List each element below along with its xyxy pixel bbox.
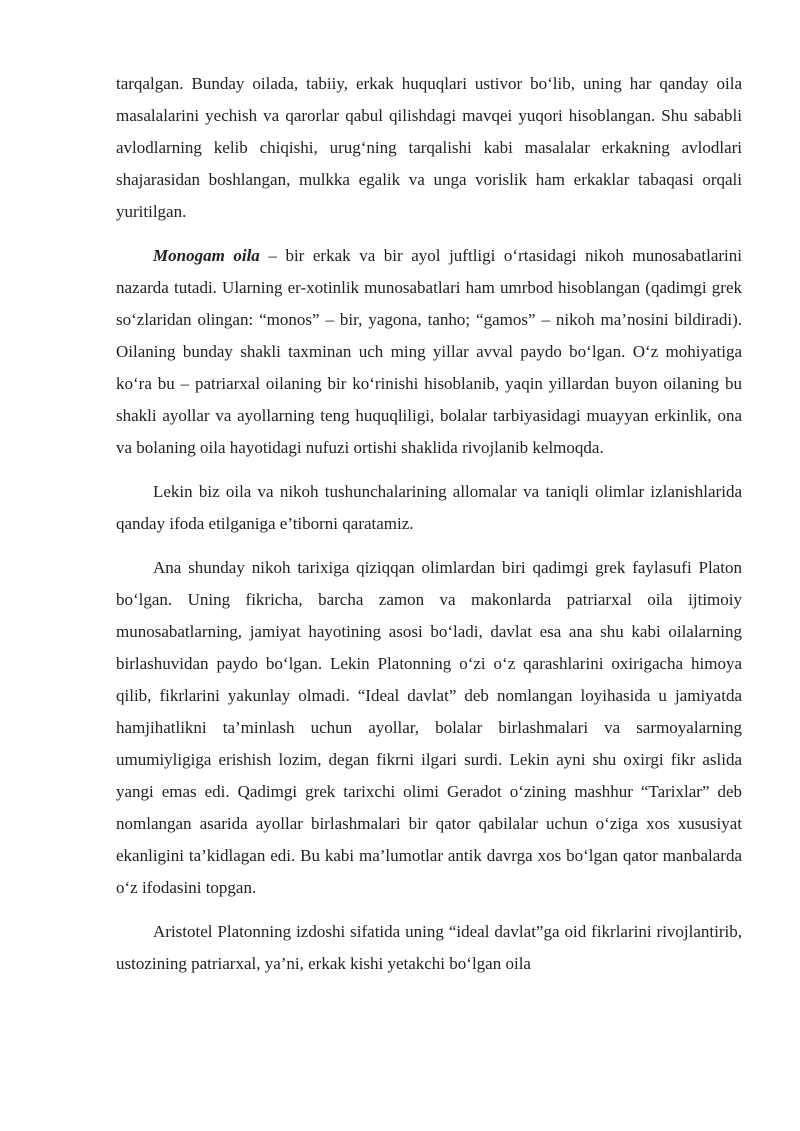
paragraph-3 — [116, 476, 742, 540]
paragraph-3-text: Lekin biz oila va nikoh tushunchalarining allomalar va taniqli olimlar izlanishlarida qanday ifoda etilganiga e’tiborni qaratamiz. — [116, 482, 742, 533]
paragraph-5 — [116, 916, 742, 980]
document-page — [116, 68, 742, 992]
paragraph-4-text: Ana shunday nikoh tarixiga qiziqqan olimlardan biri qadimgi grek faylasufi Platon bo‘lgan. Uning fikricha, barcha zamon va makonlarda patriarxal oila ijtimoiy munosabatlarning, jamiyat hayotining asosi bo‘ladi, davlat esa ana shu kabi oilalarning birlashuvidan paydo bo‘lgan. Lekin Platonning o‘zi o‘z qarashlarini oxirigacha himoya qilib, fikrlarini yakunlay olmadi. “Ideal davlat” deb nomlangan loyihasida u jamiyatda hamjihatlikni ta’minlash uchun ayollar, bolalar birlashmalari va sarmoyalarning umumiyligiga erishish lozim, degan fikrni ilgari surdi. Lekin ayni shu oxirgi fikr aslida yangi emas edi. Qadimgi grek tarixchi olimi Geradot o‘zining mashhur “Tarixlar” deb nomlangan asarida ayollar birlashmalari bir qator qabilalar uchun o‘ziga xos xususiyat ekanligini ta’kidlagan edi. Bu kabi ma’lumotlar antik davrga xos bo‘lgan qator manbalarda o‘z ifodasini topgan. — [116, 558, 742, 897]
paragraph-1-text: tarqalgan. Bunday oilada, tabiiy, erkak huquqlari ustivor bo‘lib, uning har qanday oila masalalarini yechish va qarorlar qabul qilishdagi mavqei yuqori hisoblangan. Shu sababli avlodlarning kelib chiqishi, urug‘ning tarqalishi kabi masalalar erkakning avlodlari shajarasidan boshlangan, mulkka egalik va unga vorislik ham erkaklar tabaqasi orqali yuritilgan. — [116, 74, 742, 221]
paragraph-2 — [116, 240, 742, 464]
paragraph-2-term: Monogam oila — [153, 246, 260, 265]
paragraph-5-text: Aristotel Platonning izdoshi sifatida uning “ideal davlat”ga oid fikrlarini rivojlantirib, ustozining patriarxal, ya’ni, erkak kishi yetakchi bo‘lgan oila — [116, 922, 742, 973]
paragraph-1 — [116, 68, 742, 228]
paragraph-4 — [116, 552, 742, 904]
paragraph-2-text: – bir erkak va bir ayol juftligi o‘rtasidagi nikoh munosabatlarini nazarda tutadi. Ularning er-xotinlik munosabatlari ham umrbod hisoblangan (qadimgi grek so‘zlaridan olingan: “monos” – bir, yagona, tanho; “gamos” – nikoh ma’nosini bildiradi). Oilaning bunday shakli taxminan uch ming yillar avval paydo bo‘lgan. O‘z mohiyatiga ko‘ra bu – patriarxal oilaning bir ko‘rinishi hisoblanib, yaqin yillardan buyon oilaning bu shakli ayollar va ayollarning teng huquqliligi, bolalar tarbiyasidagi muayyan erkinlik, ona va bolaning oila hayotidagi nufuzi ortishi shaklida rivojlanib kelmoqda. — [116, 246, 742, 457]
